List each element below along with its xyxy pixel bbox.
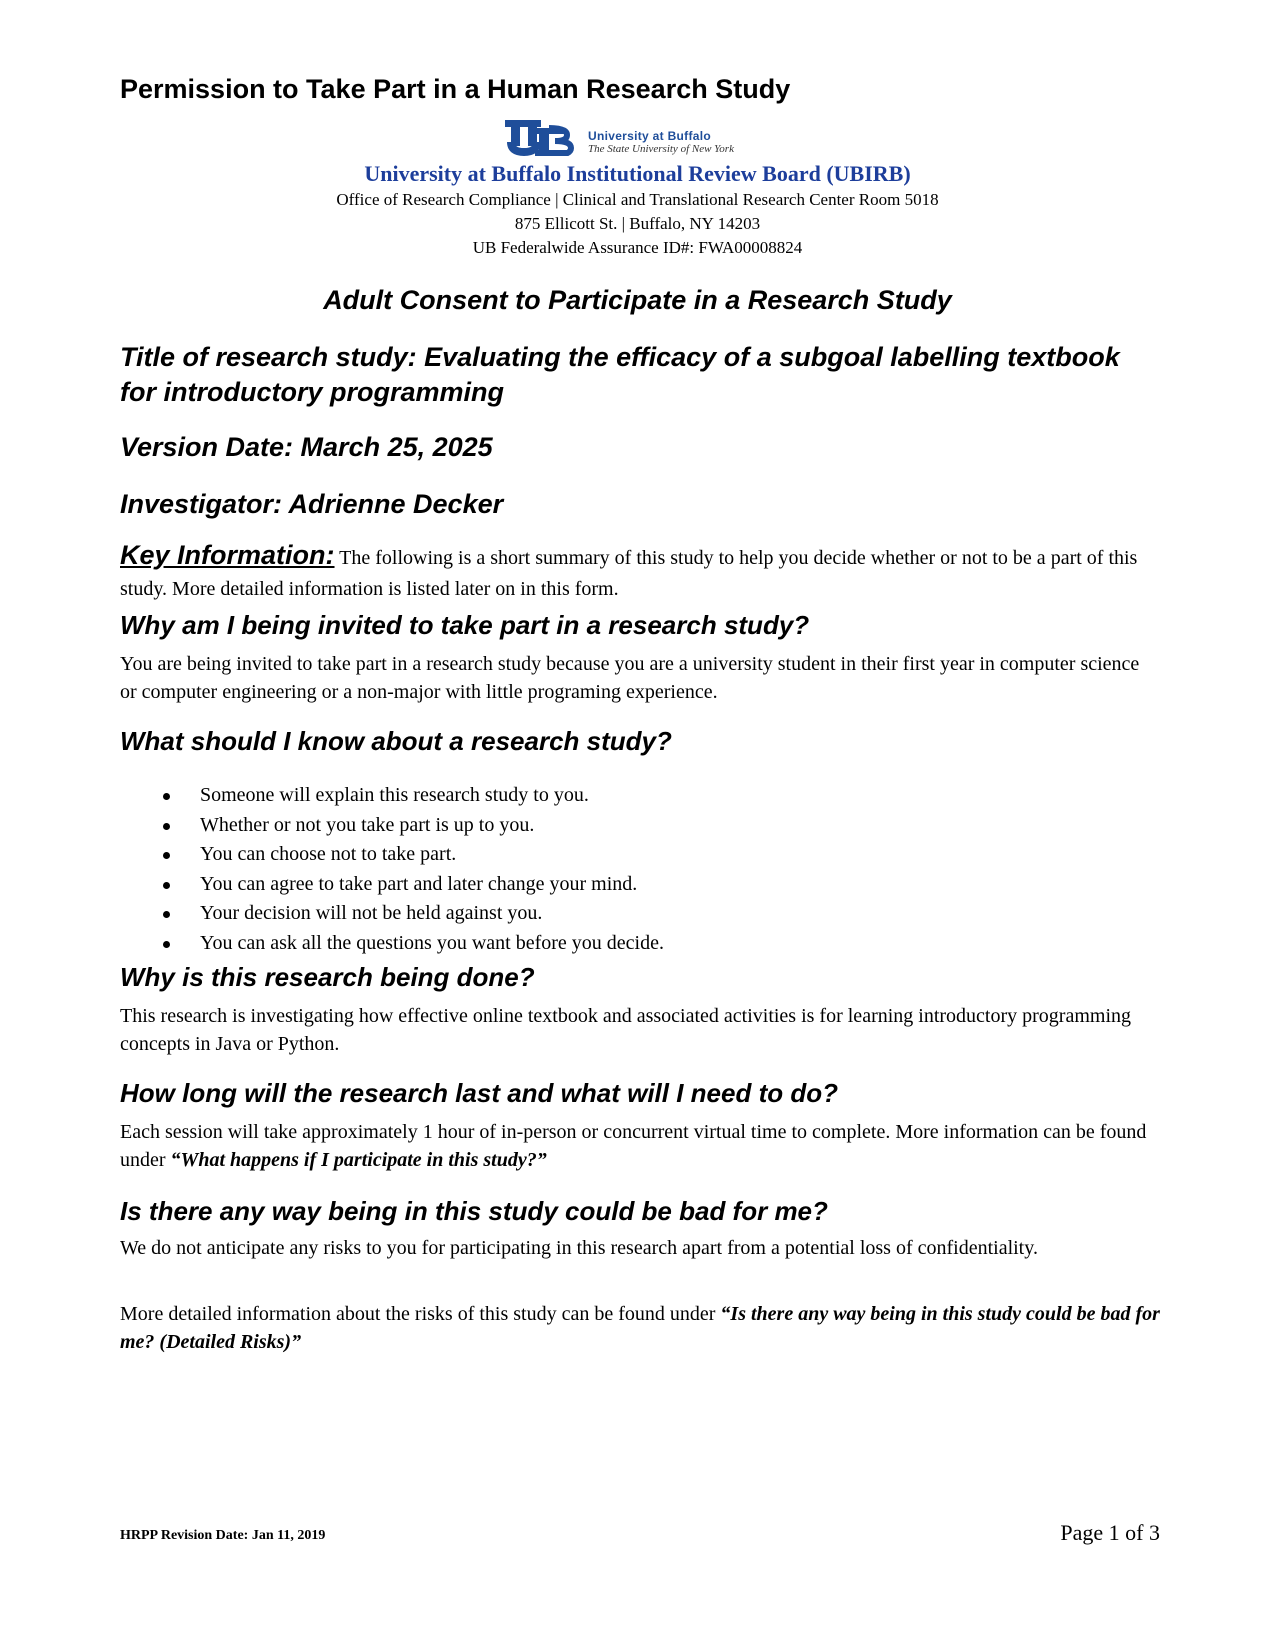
key-information-text: The following is a short summary of this study to help you decide whether or not to be a part of this study. More detailed information is listed later on in this form.	[120, 547, 1138, 600]
section-heading-why: Why is this research being done?	[120, 962, 535, 992]
section-body-risks-detail	[120, 1300, 1160, 1356]
bullet-icon	[163, 941, 170, 948]
section-heading-how-long: How long will the research last and what will I need to do?	[120, 1078, 838, 1108]
list-item	[163, 840, 664, 870]
risks-detail-text: More detailed information about the risks of this study can be found under	[120, 1303, 721, 1325]
list-item	[163, 929, 664, 959]
study-title: Title of research study: Evaluating the efficacy of a subgoal labelling textbook for introductory programming	[120, 342, 1120, 407]
how-long-reference: “What happens if I participate in this study?”	[170, 1149, 547, 1171]
version-date: Version Date: March 25, 2025	[120, 432, 493, 462]
bullet-text: Someone will explain this research study to you.	[200, 784, 589, 806]
irb-name: University at Buffalo Institutional Review Board (UBIRB)	[364, 161, 911, 186]
bullet-icon	[163, 882, 170, 889]
page-number: Page 1 of 3	[1060, 1520, 1160, 1545]
consent-title: Adult Consent to Participate in a Research Study	[323, 285, 952, 315]
revision-date: HRPP Revision Date: Jan 11, 2019	[120, 1528, 326, 1543]
assurance-line: UB Federalwide Assurance ID#: FWA00008824	[472, 238, 803, 257]
bullet-text: You can ask all the questions you want before you decide.	[200, 931, 664, 954]
bullet-icon	[163, 823, 170, 830]
section-body-how-long	[120, 1118, 1160, 1174]
bullet-text: You can agree to take part and later change your mind.	[200, 872, 638, 895]
list-item	[163, 870, 664, 900]
irb-header	[120, 160, 1155, 260]
bullet-text: Your decision will not be held against you.	[200, 902, 543, 924]
list-item	[163, 899, 664, 929]
address-line: 875 Ellicott St. | Buffalo, NY 14203	[514, 214, 761, 233]
section-body-invited: You are being invited to take part in a research study because you are a university student in their first year in computer science or computer engineering or a non-major with little programing experience.	[120, 653, 1140, 703]
logo-main-text: University at Buffalo	[588, 129, 711, 143]
logo-sub-text: The State University of New York	[588, 143, 734, 155]
office-line: Office of Research Compliance | Clinical and Translational Research Center Room 5018	[336, 190, 939, 209]
section-heading-risks: Is there any way being in this study could be bad for me?	[120, 1196, 828, 1226]
know-bullet-list	[163, 781, 664, 958]
section-body-risks: We do not anticipate any risks to you for participating in this research apart from a potential loss of confidentiality.	[120, 1237, 1038, 1259]
investigator: Investigator: Adrienne Decker	[120, 489, 504, 519]
bullet-icon	[163, 793, 170, 800]
bullet-icon	[163, 911, 170, 918]
list-item	[163, 781, 664, 811]
bullet-text: Whether or not you take part is up to you.	[200, 813, 535, 836]
key-information	[120, 540, 1160, 605]
section-body-why: This research is investigating how effective online textbook and associated activities is for learning introductory programming concepts in Java or Python.	[120, 1005, 1132, 1055]
bullet-icon	[163, 852, 170, 859]
risks-detail-reference: “Is there any way being in this study could be bad for me? (Detailed Risks)”	[120, 1303, 1160, 1353]
university-logo	[505, 118, 765, 160]
key-information-label: Key Information:	[120, 540, 335, 570]
list-item	[163, 811, 664, 841]
ub-logo-icon	[505, 120, 583, 156]
section-heading-know: What should I know about a research study?	[120, 726, 672, 756]
bullet-text: You can choose not to take part.	[200, 843, 457, 865]
how-long-text: Each session will take approximately 1 hour of in-person or concurrent virtual time to complete. More information can be found under	[120, 1121, 1147, 1171]
document-title: Permission to Take Part in a Human Research Study	[120, 74, 791, 104]
section-heading-invited: Why am I being invited to take part in a research study?	[120, 610, 810, 640]
